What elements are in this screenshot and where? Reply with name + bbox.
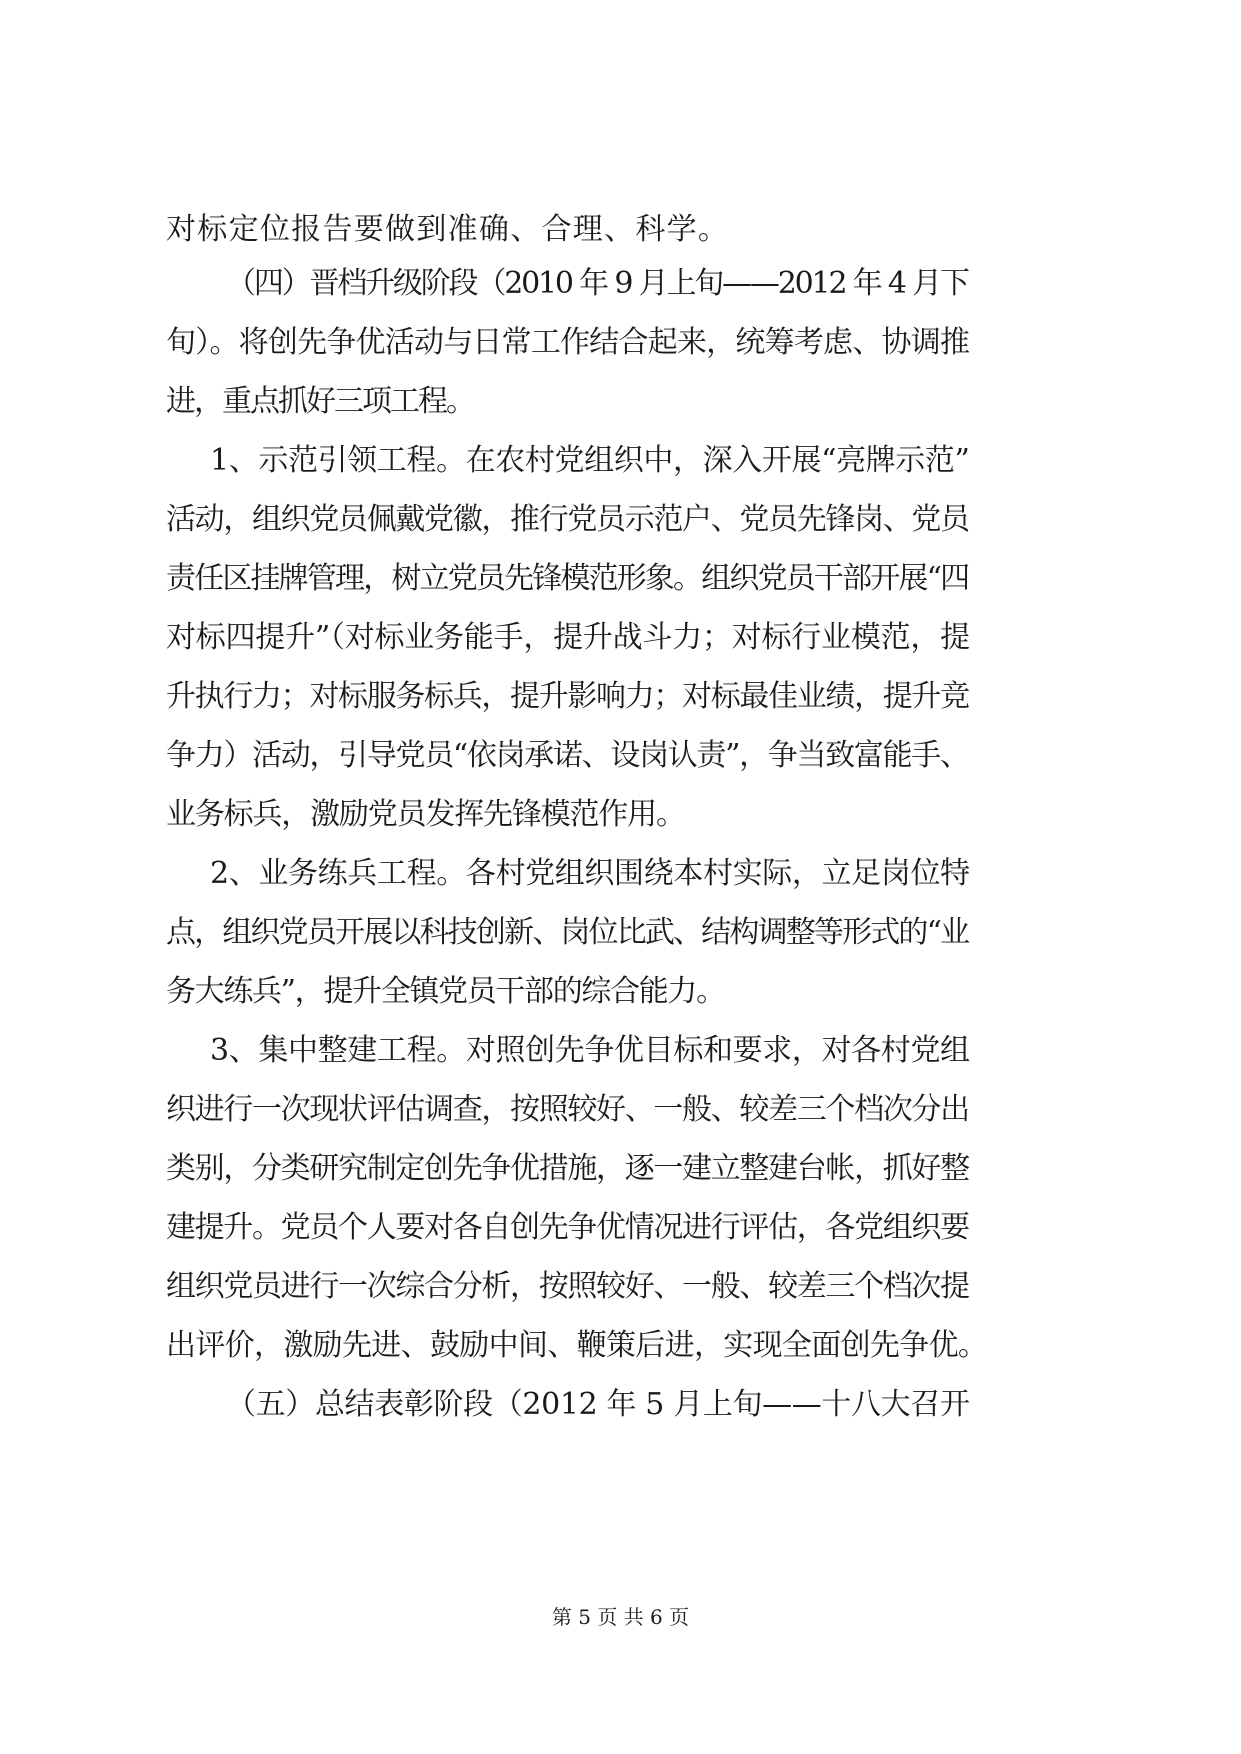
section-heading-4: （四）晋档升级阶段（2010 年 9 月上旬——2012 年 4 月下 xyxy=(226,266,968,301)
text-line: 对标定位报告要做到准确、合理、科学。 xyxy=(166,212,730,247)
text-line: 点，组织党员开展以科技创新、岗位比武、结构调整等形式的“业 xyxy=(166,915,969,950)
item-heading-1: 1、示范引领工程。在农村党组织中，深入开展“亮牌示范” xyxy=(210,443,970,478)
text-line: 争力）活动，引导党员“依岗承诺、设岗认责”，争当致富能手、 xyxy=(166,738,969,773)
page-footer: 第 5 页 共 6 页 xyxy=(551,1605,690,1629)
text-line: 责任区挂牌管理，树立党员先锋模范形象。组织党员干部开展“四 xyxy=(166,561,969,596)
item-heading-3: 3、集中整建工程。对照创先争优目标和要求，对各村党组 xyxy=(210,1033,970,1068)
text-line: 对标四提升”（对标业务能手，提升战斗力；对标行业模范，提 xyxy=(166,620,970,655)
text-line: 类别，分类研究制定创先争优措施，逐一建立整建台帐，抓好整 xyxy=(166,1151,969,1186)
text-line: 织进行一次现状评估调查，按照较好、一般、较差三个档次分出 xyxy=(166,1092,969,1127)
text-line: 活动，组织党员佩戴党徽，推行党员示范户、党员先锋岗、党员 xyxy=(166,502,969,537)
text-line: 升执行力；对标服务标兵，提升影响力；对标最佳业绩，提升竞 xyxy=(166,679,969,714)
text-line: 业务标兵，激励党员发挥先锋模范作用。 xyxy=(166,797,685,832)
text-line: 进，重点抓好三项工程。 xyxy=(166,384,474,419)
text-line: 务大练兵”，提升全镇党员干部的综合能力。 xyxy=(166,974,725,1009)
text-line: 建提升。党员个人要对各自创先争优情况进行评估，各党组织要 xyxy=(166,1210,969,1245)
text-line: 组织党员进行一次综合分析，按照较好、一般、较差三个档次提 xyxy=(166,1269,969,1304)
item-heading-2: 2、业务练兵工程。各村党组织围绕本村实际，立足岗位特 xyxy=(210,856,970,891)
section-heading-5: （五）总结表彰阶段（2012 年 5 月上旬——十八大召开 xyxy=(226,1387,970,1422)
text-line: 出评价，激励先进、鼓励中间、鞭策后进，实现全面创先争优。 xyxy=(166,1328,988,1363)
text-line: 旬）。将创先争优活动与日常工作结合起来，统筹考虑、协调推 xyxy=(166,325,970,360)
